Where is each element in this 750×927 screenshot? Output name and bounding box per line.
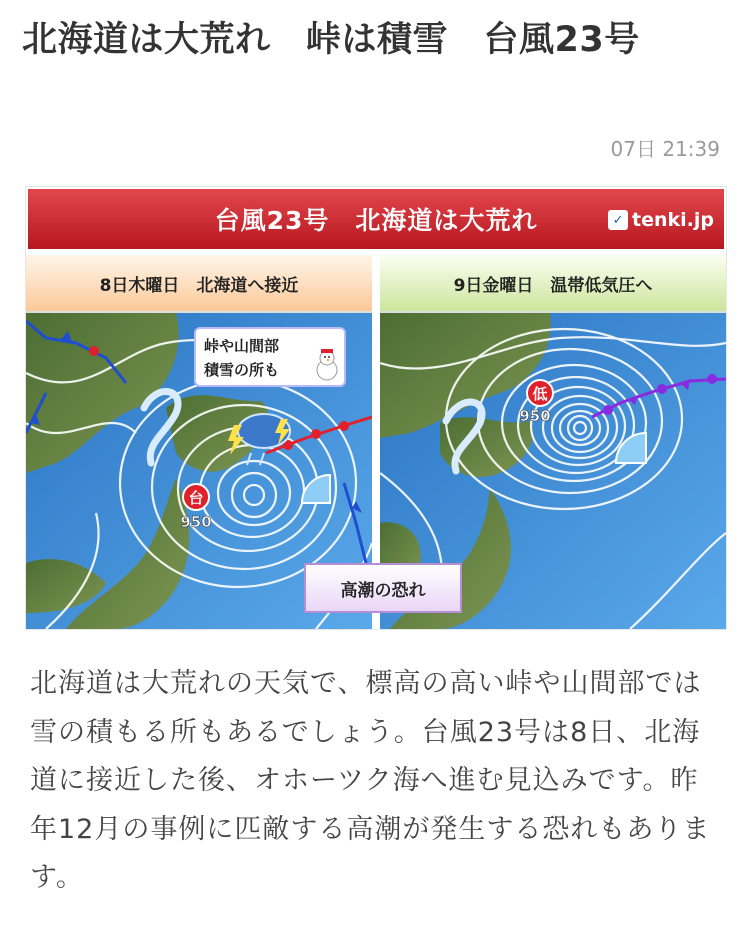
panel-heading-day8: 8日木曜日 北海道へ接近 bbox=[26, 255, 372, 313]
panel-heading-day9: 9日金曜日 温帯低気圧へ bbox=[380, 255, 726, 313]
article-body: 北海道は大荒れの天気で、標高の高い峠や山間部では雪の積もる所もあるでしょう。台風23号は8日、北海道に接近した後、オホーツク海へ進む見込みです。昨年12月の事例に匹敵する高潮が発生する恐れもあります。 bbox=[30, 668, 711, 893]
tide-warning-label: 高潮の恐れ bbox=[304, 563, 462, 613]
typhoon-pressure: 950 bbox=[180, 513, 212, 531]
article-timestamp: 07日 21:39 bbox=[610, 137, 720, 161]
typhoon-symbol: 台 bbox=[188, 489, 204, 507]
article-headline: 北海道は大荒れ 峠は積雪 台風23号 bbox=[22, 20, 640, 60]
low-symbol: 低 bbox=[532, 385, 548, 403]
snow-warning-callout bbox=[194, 327, 346, 387]
brand-logo bbox=[608, 209, 714, 231]
weather-map-figure bbox=[25, 186, 727, 630]
figure-banner bbox=[28, 189, 724, 249]
callout-line-2: 積雪の所も bbox=[204, 361, 280, 379]
tenki-logo-icon: ✓ bbox=[608, 210, 628, 230]
brand-name: tenki.jp bbox=[632, 209, 714, 231]
callout-line-1: 峠や山間部 bbox=[204, 337, 280, 355]
snowman-icon bbox=[314, 348, 340, 382]
low-pressure-value: 950 bbox=[519, 407, 551, 425]
banner-title: 台風23号 北海道は大荒れ bbox=[214, 206, 538, 235]
